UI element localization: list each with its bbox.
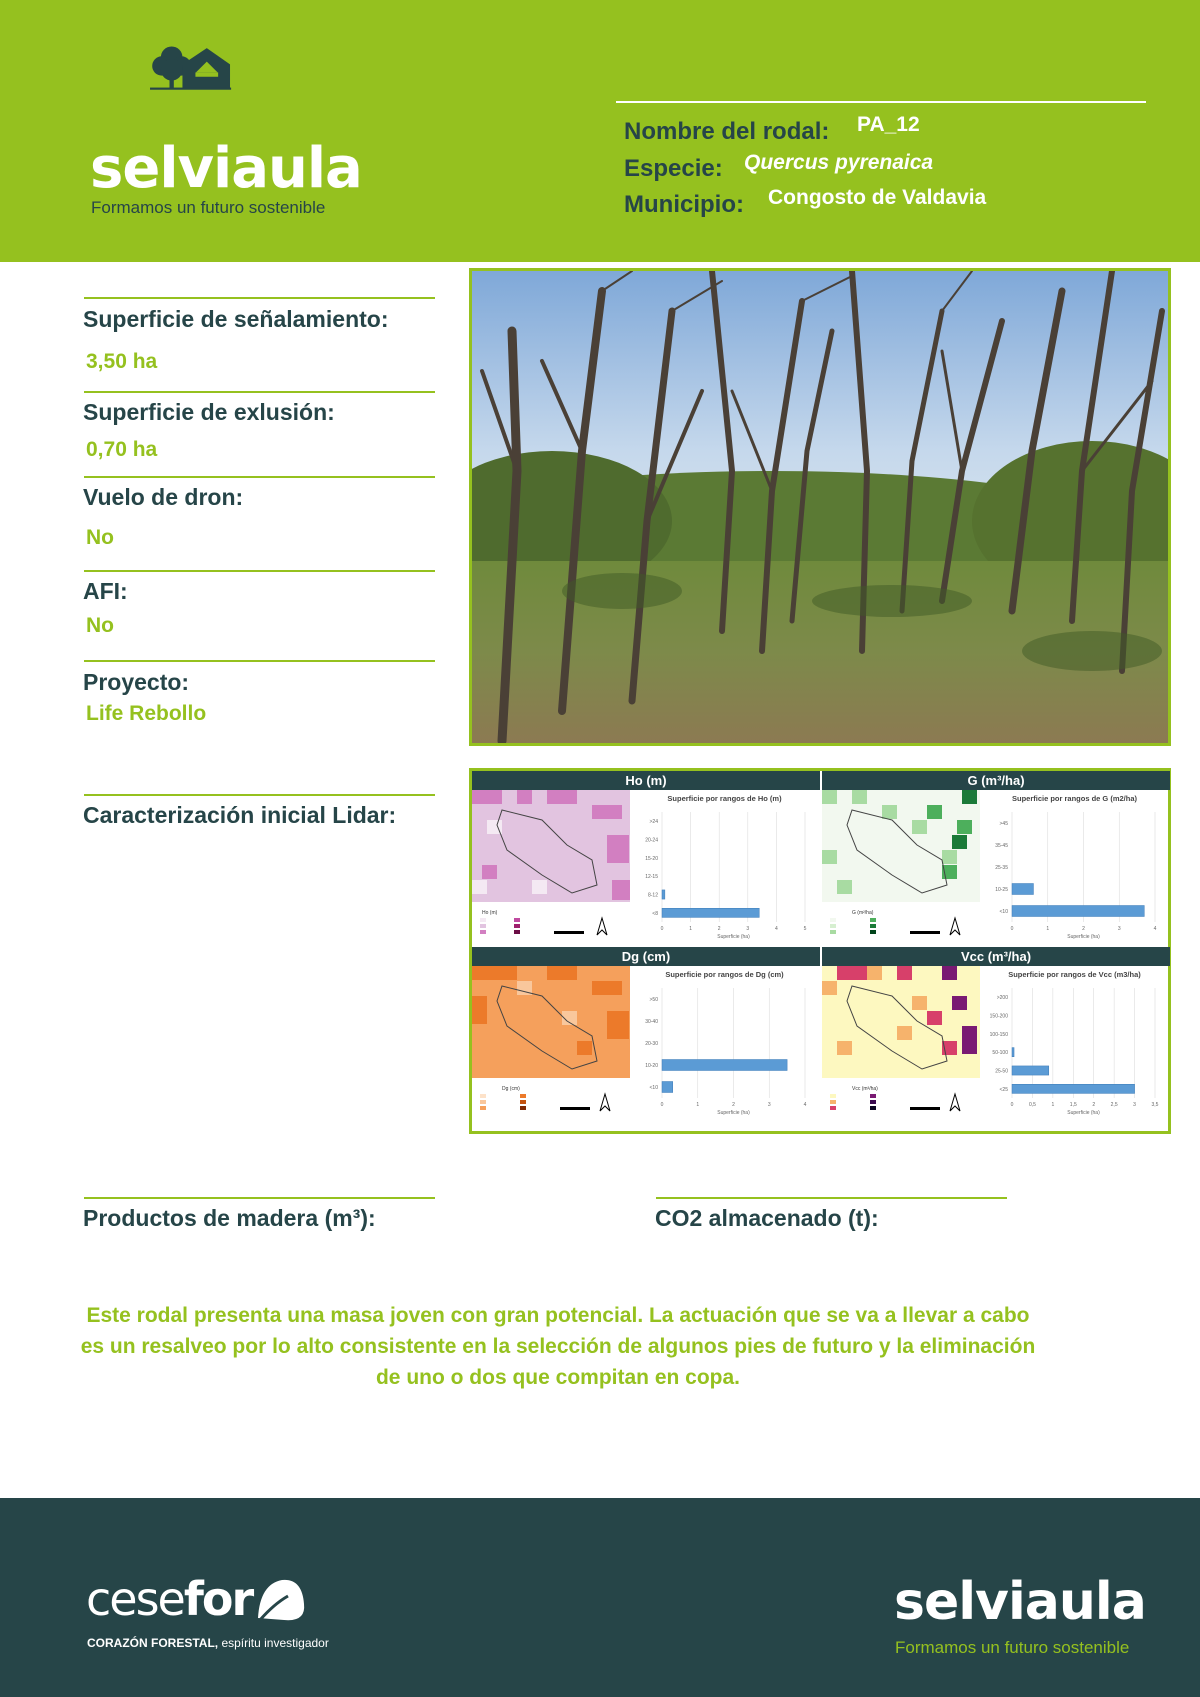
chart-category-label: 15-20 (645, 855, 658, 862)
dg-legend-title: Dg (cm) (502, 1086, 520, 1092)
ho-legend-title: Ho (m) (482, 910, 498, 916)
chart-category-label: >24 (649, 819, 658, 826)
vcc-legend-title: Vcc (m³/ha) (852, 1086, 878, 1092)
selviaula-logo-icon (88, 40, 358, 140)
chart-xlabel: Superficie (ha) (717, 1110, 750, 1116)
chart-xlabel: Superficie (ha) (1067, 1110, 1100, 1116)
field-value-afi: No (86, 614, 114, 637)
co2-label: CO2 almacenado (t): (655, 1205, 879, 1231)
chart-bar (1012, 1048, 1014, 1057)
chart-bar (1012, 884, 1033, 895)
chart-xlabel: Superficie (ha) (1067, 934, 1100, 940)
chart-category-label: >45 (999, 821, 1008, 827)
chart-category-label: <10 (649, 1085, 658, 1091)
lidar-panel-title: Ho (m) (472, 771, 820, 790)
chart-category-label: 30-40 (645, 1019, 658, 1025)
field-divider (84, 570, 435, 572)
chart-tick-label: 4 (803, 1102, 807, 1108)
cesefor-tagline-rest: espíritu investigador (218, 1636, 329, 1650)
chart-tick-label: 1 (1051, 1102, 1055, 1108)
field-label-proyecto: Proyecto: (83, 669, 190, 695)
municipio-label: Municipio: (624, 191, 744, 218)
cesefor-leaf-icon (254, 1574, 306, 1624)
municipio-value: Congosto de Valdavia (768, 186, 987, 209)
chart-tick-label: 3,5 (1151, 1102, 1159, 1108)
field-value-exclusion: 0,70 ha (86, 438, 158, 461)
chart-category-label: 20-30 (645, 1041, 658, 1047)
chart-category-label: <10 (999, 909, 1008, 915)
chart-tick-label: 2,5 (1110, 1102, 1118, 1108)
description-text: Este rodal presenta una masa joven con gran potencial. La actuación que se va a llevar a cabo es un resalveo por lo alto consistente en la selección de algunos pies de futuro y la eliminación de uno o dos que compitan en copa. (80, 1304, 1036, 1389)
chart-title: Superficie por rangos de Vcc (m3/ha) (1008, 970, 1141, 979)
chart-title: Superficie por rangos de Ho (m) (667, 794, 782, 803)
chart-category-label: 10-25 (995, 887, 1008, 893)
chart-tick-label: 2 (732, 1102, 735, 1108)
chart-category-label: >200 (996, 995, 1008, 1002)
co2-divider (656, 1197, 1007, 1199)
chart-title: Superficie por rangos de G (m2/ha) (1011, 794, 1138, 803)
chart-category-label: 10-20 (645, 1063, 658, 1069)
footer-band (0, 1498, 1200, 1697)
chart-category-label: 100-150 (989, 1031, 1008, 1038)
chart-tick-label: 4 (775, 926, 778, 932)
chart-tick-label: 2 (1092, 1102, 1096, 1108)
field-divider (84, 660, 435, 662)
chart-tick-label: 1,5 (1069, 1102, 1077, 1108)
chart-tick-label: 0,5 (1028, 1102, 1036, 1108)
especie-value: Quercus pyrenaica (744, 151, 934, 174)
chart-category-label: >50 (649, 997, 658, 1003)
header-band (0, 0, 1200, 262)
chart-tick-label: 3 (746, 926, 750, 932)
chart-tick-label: 4 (1153, 926, 1157, 932)
cesefor-tagline (87, 1636, 329, 1650)
field-divider (84, 297, 435, 299)
chart-bar (1012, 1084, 1135, 1093)
field-label-dron: Vuelo de dron: (83, 484, 244, 510)
lidar-panel-title: Dg (cm) (472, 947, 820, 966)
chart-tick-label: 1 (689, 926, 692, 932)
chart-tick-label: 2 (1082, 926, 1085, 932)
lidar-panel-title: Vcc (m³/ha) (822, 947, 1170, 966)
brand-tagline: Formamos un futuro sostenible (91, 198, 326, 217)
cesefor-tagline-bold: CORAZÓN FORESTAL, (87, 1636, 219, 1650)
chart-category-label: 8-12 (647, 892, 658, 899)
chart-bar (662, 908, 759, 917)
header-divider (616, 101, 1146, 103)
chart-tick-label: 0 (1010, 1102, 1014, 1108)
chart-tick-label: 0 (660, 926, 664, 932)
footer-brand-tagline: Formamos un futuro sostenible (895, 1638, 1130, 1657)
chart-tick-label: 1 (1046, 926, 1050, 932)
chart-tick-label: 5 (803, 926, 807, 932)
lidar-divider (84, 794, 435, 796)
chart-tick-label: 2 (717, 926, 721, 932)
chart-bar (662, 1060, 787, 1071)
chart-tick-label: 3 (1133, 1102, 1136, 1108)
chart-category-label: 12-15 (645, 874, 658, 881)
chart-bar (662, 890, 665, 899)
chart-tick-label: 1 (696, 1102, 700, 1108)
chart-category-label: 35-45 (995, 843, 1008, 849)
field-value-superficie: 3,50 ha (86, 350, 158, 373)
especie-label: Especie: (624, 155, 723, 182)
field-label-superficie: Superficie de señalamiento: (83, 306, 389, 332)
g-legend-title: G (m²/ha) (852, 910, 874, 916)
chart-bar (1012, 1066, 1049, 1075)
chart-category-label: <25 (999, 1086, 1008, 1093)
field-value-dron: No (86, 526, 114, 549)
field-label-exclusion: Superficie de exlusión: (83, 399, 335, 425)
field-value-proyecto: Life Rebollo (86, 702, 207, 725)
chart-category-label: 25-50 (995, 1068, 1008, 1075)
lidar-label: Caracterización inicial Lidar: (83, 802, 397, 828)
chart-category-label: 50-100 (992, 1050, 1008, 1057)
lidar-figure (469, 768, 1171, 1134)
chart-category-label: 25-35 (995, 865, 1008, 871)
chart-category-label: <8 (652, 910, 658, 917)
chart-tick-label: 3 (1117, 926, 1121, 932)
chart-bar (662, 1082, 673, 1093)
chart-tick-label: 0 (660, 1102, 664, 1108)
lidar-bar-charts (472, 771, 1168, 1131)
forest-photo (469, 268, 1171, 746)
chart-tick-label: 3 (767, 1102, 771, 1108)
rodal-value: PA_12 (857, 113, 920, 136)
rodal-label: Nombre del rodal: (624, 118, 830, 145)
field-label-afi: AFI: (83, 578, 128, 604)
field-divider (84, 391, 435, 393)
chart-category-label: 150-200 (989, 1013, 1008, 1020)
chart-bar (1012, 906, 1144, 917)
chart-xlabel: Superficie (ha) (717, 934, 750, 940)
chart-category-label: 20-24 (645, 837, 658, 844)
chart-title: Superficie por rangos de Dg (cm) (665, 970, 784, 979)
madera-label: Productos de madera (m³): (83, 1205, 376, 1231)
cesefor-logo: cesefor (86, 1572, 253, 1626)
chart-tick-label: 0 (1010, 926, 1014, 932)
products-divider (84, 1197, 435, 1199)
footer-brand-name: selviaula (894, 1572, 1146, 1632)
brand-name: selviaula (90, 136, 362, 201)
lidar-panel-title: G (m³/ha) (822, 771, 1170, 790)
field-divider (84, 476, 435, 478)
